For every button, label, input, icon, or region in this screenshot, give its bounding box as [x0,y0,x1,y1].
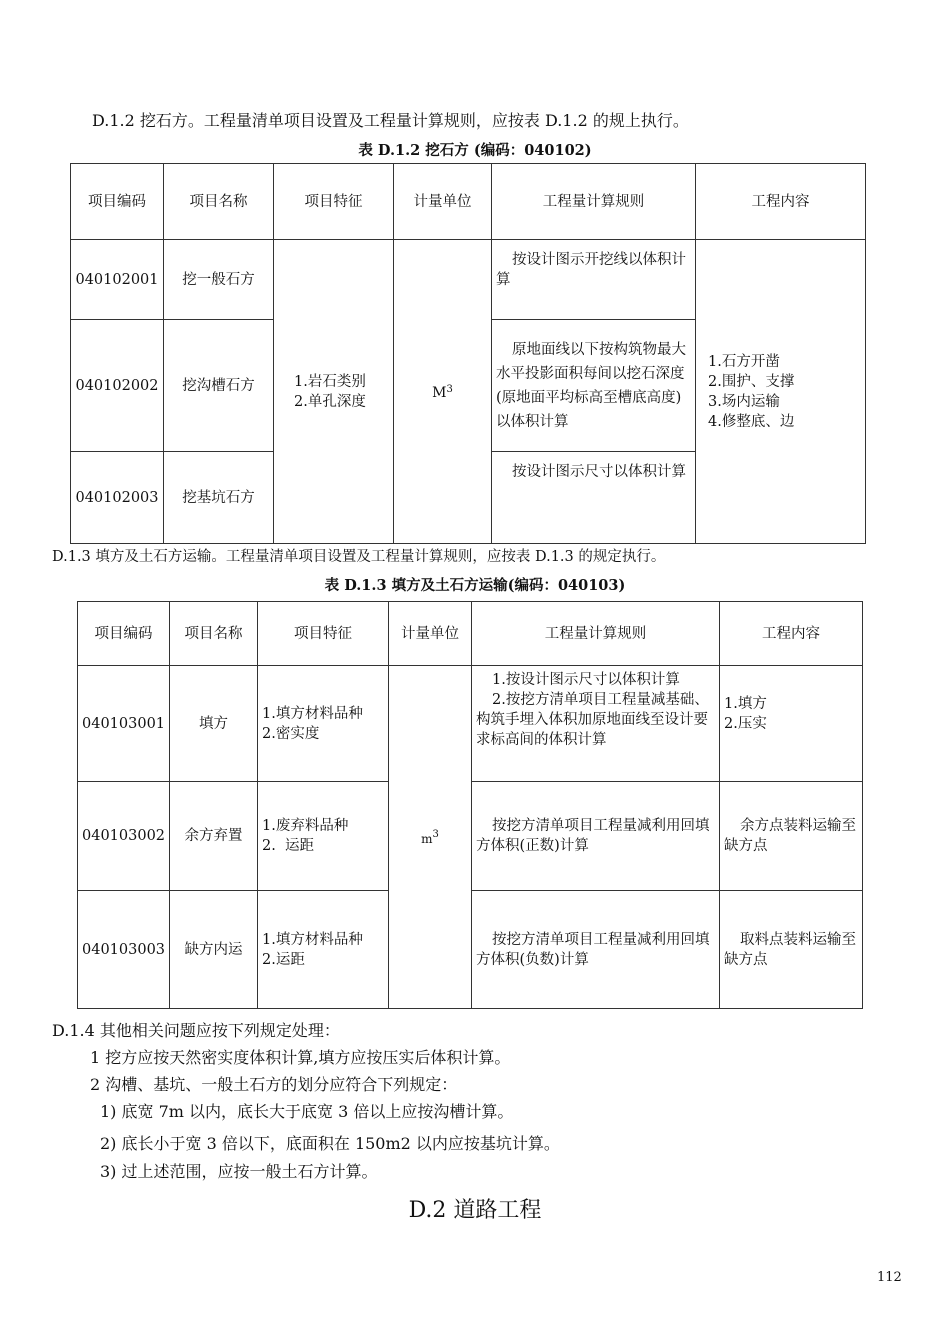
row-code: 040102003 [71,452,164,544]
row-name: 填方 [170,666,258,782]
intro-d12: D.1.2 挖石方。工程量清单项目设置及工程量计算规则，应按表 D.1.2 的规上执行。 [92,111,689,130]
row-work: 取料点装料运输至缺方点 [720,891,863,1009]
work-line: 2.围护、支撑 [708,373,795,390]
unit-superscript: 3 [432,829,439,841]
unit-superscript: 3 [446,383,453,395]
row-features: 1.废弃料品种 2. 运距 [258,782,389,891]
work-line: 3.场内运输 [708,393,780,410]
row-code: 040103001 [78,666,170,782]
th-code: 项目编码 [78,602,170,666]
table-row [71,240,866,320]
row-rule: 按设计图示开挖线以体积计算 [492,240,696,320]
table-row [78,666,863,782]
th-name: 项目名称 [164,164,274,240]
row-features: 1.填方材料品种 2.密实度 [258,666,389,782]
d14-item1: 1 挖方应按天然密实度体积计算,填方应按压实后体积计算。 [90,1048,511,1067]
row-name: 挖基坑石方 [164,452,274,544]
th-feature: 项目特征 [258,602,389,666]
feature-line: 2.单孔深度 [294,393,366,410]
row-work: 1.填方 2.压实 [720,666,863,782]
row-unit [394,240,492,544]
row-rule: 按挖方清单项目工程量减利用回填方体积(正数)计算 [472,782,720,891]
work-line: 4.修整底、边 [708,413,795,430]
row-rule: 1.按设计图示尺寸以体积计算 2.按挖方清单项目工程量减基础、构筑手埋入体积加原地面线至设计要求标高间的体积计算 [472,666,720,782]
row-features [274,240,394,544]
table1-header-row [71,164,866,240]
table-d13 [77,601,863,1009]
table2-header-row [78,602,863,666]
th-rule: 工程量计算规则 [472,602,720,666]
th-work: 工程内容 [720,602,863,666]
th-unit: 计量单位 [394,164,492,240]
work-line: 1.石方开凿 [708,353,780,370]
table-d12 [70,163,866,544]
d14-title: D.1.4 其他相关问题应按下列规定处理： [52,1021,340,1040]
d14-item2: 2 沟槽、基坑、一般土石方的划分应符合下列规定： [90,1075,458,1094]
row-name: 挖沟槽石方 [164,320,274,452]
th-code: 项目编码 [71,164,164,240]
row-work: 余方点装料运输至缺方点 [720,782,863,891]
th-name: 项目名称 [170,602,258,666]
row-work [696,240,866,544]
feature-line: 1.岩石类别 [294,373,366,390]
section-heading: D.2 道路工程 [408,1198,542,1223]
row-rule: 原地面线以下按构筑物最大水平投影面积每间以挖石深度(原地面平均标高至槽底高度)以体积计算 [492,320,696,452]
row-rule: 按设计图示尺寸以体积计算 [492,452,696,544]
d14-sub2: 2) 底长小于宽 3 倍以下，底面积在 150m2 以内应按基坑计算。 [100,1134,560,1153]
row-features: 1.填方材料品种 2.运距 [258,891,389,1009]
row-code: 040103003 [78,891,170,1009]
unit-text: M [432,385,447,402]
row-name: 挖一般石方 [164,240,274,320]
th-unit: 计量单位 [389,602,472,666]
row-code: 040102002 [71,320,164,452]
unit-text: m [421,831,433,846]
row-code: 040103002 [78,782,170,891]
row-rule: 按挖方清单项目工程量减利用回填方体积(负数)计算 [472,891,720,1009]
row-code: 040102001 [71,240,164,320]
row-name: 余方弃置 [170,782,258,891]
intro-d13: D.1.3 填方及土石方运输。工程量清单项目设置及工程量计算规则，应按表 D.1.3 的规定执行。 [52,549,666,565]
table1-caption: 表 D.1.2 挖石方 (编码：040102) [358,142,592,159]
d14-sub1: 1) 底宽 7m 以内，底长大于底宽 3 倍以上应按沟槽计算。 [100,1102,514,1121]
row-name: 缺方内运 [170,891,258,1009]
page-number: 112 [877,1270,902,1285]
d14-sub3: 3) 过上述范围，应按一般土石方计算。 [100,1162,378,1181]
th-rule: 工程量计算规则 [492,164,696,240]
th-feature: 项目特征 [274,164,394,240]
table2-caption: 表 D.1.3 填方及土石方运输(编码：040103) [324,577,626,594]
th-work: 工程内容 [696,164,866,240]
row-unit [389,666,472,1009]
